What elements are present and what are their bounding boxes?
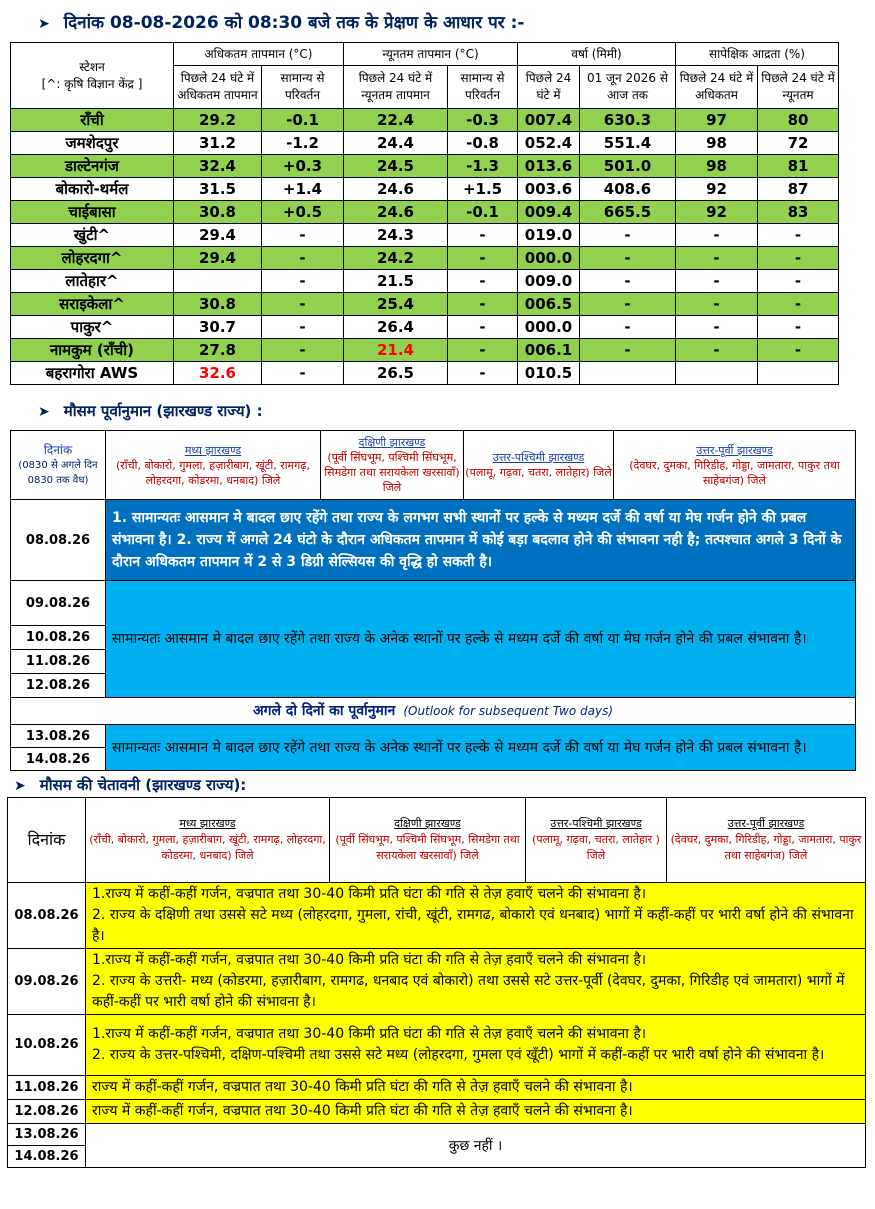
region-districts: (देवघर, दुमका, गिरिडीह, गोड्डा, जामतारा, पाकुर तथा साहेबगंज) जिले <box>629 458 840 487</box>
station-row <box>11 224 839 247</box>
rh-max-value: 98 <box>676 132 758 155</box>
rainfall-header: वर्षा (मिमी) <box>518 43 676 66</box>
station-header <box>11 43 174 109</box>
observation-heading <box>38 10 524 33</box>
warning-text: राज्य में कहीं-कहीं गर्जन, वज्रपात तथा 30-40 किमी प्रति घंटा की गति से तेज़ हवाएँ चलने की संभावना है। <box>86 1100 866 1124</box>
observation-table <box>10 42 839 385</box>
warning-heading-text: मौसम की चेतावनी (झारखण्ड राज्य): <box>39 776 247 794</box>
rh-min-value: - <box>758 293 839 316</box>
station-note: [^: कृषि विज्ञान केंद्र ] <box>41 76 143 91</box>
sub-header: पिछले 24 घंटे में न्यूनतम <box>758 66 839 109</box>
warning-line: 2. राज्य के दक्षिणी तथा उससे सटे मध्य (लोहरदगा, गुमला, रांची, खूंटी, रामगढ, बोकारो एवं धनबाद) भागों में कहीं-कहीं पर भारी वर्षा होने की संभावना है। <box>92 907 854 944</box>
region-north-west <box>464 431 614 500</box>
min-temp-departure: - <box>448 316 518 339</box>
no-warning-text: कुछ नहीं । <box>86 1124 866 1168</box>
station-row <box>11 316 839 339</box>
max-temp-value: 30.8 <box>174 293 262 316</box>
rh-max-value: - <box>676 293 758 316</box>
max-temp-value: 30.8 <box>174 201 262 224</box>
rain-season-value <box>580 362 676 385</box>
sub-header: पिछले 24 घंटे में <box>518 66 580 109</box>
max-temp-value: 32.4 <box>174 155 262 178</box>
rain-24h-value: 013.6 <box>518 155 580 178</box>
max-temp-value: 30.7 <box>174 316 262 339</box>
arrow-icon: ➤ <box>38 16 50 32</box>
station-row <box>11 178 839 201</box>
sub-header: पिछले 24 घंटे में अधिकतम तापमान <box>174 66 262 109</box>
humidity-header: सापेक्षिक आद्रता (%) <box>676 43 839 66</box>
rain-season-value: 501.0 <box>580 155 676 178</box>
min-temp-value: 26.4 <box>344 316 448 339</box>
rh-min-value: - <box>758 224 839 247</box>
max-temp-value: 27.8 <box>174 339 262 362</box>
region-districts: (पलामू, गढ़वा, चतरा, लातेहार) जिले <box>465 466 612 479</box>
warning-line: 1.राज्य में कहीं-कहीं गर्जन, वज्रपात तथा 30-40 किमी प्रति घंटा की गति से तेज़ हवाएँ चलने की संभावना है। <box>92 1026 647 1042</box>
max-temp-value: 29.4 <box>174 224 262 247</box>
rh-max-value: 92 <box>676 201 758 224</box>
region-name: उत्तर-पश्चिमी झारखण्ड <box>550 817 642 830</box>
rain-24h-value: 003.6 <box>518 178 580 201</box>
max-temp-departure: -0.1 <box>262 109 344 132</box>
rh-max-value: 92 <box>676 178 758 201</box>
station-name: राँची <box>11 109 174 132</box>
rh-min-value: - <box>758 270 839 293</box>
rain-season-value: - <box>580 293 676 316</box>
region-districts: (राँची, बोकारो, गुमला, हज़ारीबाग, खूंटी, रामगढ़, लोहरदगा, कोडरमा, धनबाद) जिले <box>115 458 310 487</box>
warning-text <box>86 1015 866 1076</box>
min-temp-departure: - <box>448 339 518 362</box>
rain-24h-value: 000.0 <box>518 247 580 270</box>
region-south <box>321 431 464 500</box>
warning-date: 14.08.26 <box>8 1146 86 1168</box>
warning-heading <box>14 775 246 795</box>
rh-min-value: 72 <box>758 132 839 155</box>
warning-table <box>7 797 866 1168</box>
station-name: बहरागोरा AWS <box>11 362 174 385</box>
min-temp-value: 24.2 <box>344 247 448 270</box>
max-temp-value <box>174 270 262 293</box>
rh-min-value: 81 <box>758 155 839 178</box>
station-name: बोकारो-थर्मल <box>11 178 174 201</box>
station-header-label: स्टेशन <box>79 59 105 74</box>
max-temp-value: 31.2 <box>174 132 262 155</box>
station-name: डाल्टेनगंज <box>11 155 174 178</box>
max-temp-departure: - <box>262 362 344 385</box>
rain-season-value: 551.4 <box>580 132 676 155</box>
min-temp-departure: -0.3 <box>448 109 518 132</box>
rain-season-value: - <box>580 270 676 293</box>
forecast-days2-5-text: सामान्यतः आसमान मे बादल छाए रहेंगे तथा राज्य के अनेक स्थानों पर हल्के से मध्यम दर्जे की वर्षा या मेघ गर्जन होने की प्रबल संभावना है। <box>106 581 856 698</box>
forecast-heading <box>38 401 263 421</box>
forecast-date: 08.08.26 <box>11 500 106 581</box>
min-temp-departure: -1.3 <box>448 155 518 178</box>
max-temp-departure: - <box>262 339 344 362</box>
rh-max-value <box>676 362 758 385</box>
min-temp-value: 26.5 <box>344 362 448 385</box>
forecast-table <box>10 430 856 771</box>
station-name: खुंटी^ <box>11 224 174 247</box>
min-temp-departure: - <box>448 247 518 270</box>
max-temp-value: 29.2 <box>174 109 262 132</box>
region-districts: (पलामू, गढ़वा, चतरा, लातेहार ) जिले <box>532 833 660 862</box>
station-row <box>11 155 839 178</box>
rh-min-value: 83 <box>758 201 839 224</box>
region-name: दक्षिणी झारखण्ड <box>358 436 426 449</box>
min-temp-value: 24.4 <box>344 132 448 155</box>
warning-region-north-east <box>667 798 866 883</box>
min-temp-value: 24.6 <box>344 178 448 201</box>
forecast-date: 12.08.26 <box>11 674 106 698</box>
station-row <box>11 201 839 224</box>
observation-heading-text: दिनांक 08-08-2026 को 08:30 बजे तक के प्रेक्षण के आधार पर :- <box>63 13 525 33</box>
station-row <box>11 339 839 362</box>
max-temp-departure: -1.2 <box>262 132 344 155</box>
sub-header: सामान्य से परिवर्तन <box>448 66 518 109</box>
arrow-icon: ➤ <box>14 778 26 794</box>
rh-max-value: 98 <box>676 155 758 178</box>
station-row <box>11 362 839 385</box>
rain-24h-value: 009.4 <box>518 201 580 224</box>
rh-max-value: 97 <box>676 109 758 132</box>
region-name: उत्तर-पश्चिमी झारखण्ड <box>492 451 585 464</box>
warning-text <box>86 883 866 949</box>
max-temp-departure: - <box>262 247 344 270</box>
max-temp-value: 31.5 <box>174 178 262 201</box>
region-name: उत्तर-पूर्वी झारखण्ड <box>696 443 773 457</box>
warning-date: 08.08.26 <box>8 883 86 949</box>
region-districts: (पूर्वी सिंघभूम, पश्चिमी सिंघभूम, सिमडेगा तथा सरायकेला खरसावाँ) जिले <box>324 451 460 494</box>
min-temp-departure: - <box>448 362 518 385</box>
station-row <box>11 109 839 132</box>
min-temp-value: 21.5 <box>344 270 448 293</box>
warning-date: 12.08.26 <box>8 1100 86 1124</box>
rain-24h-value: 000.0 <box>518 316 580 339</box>
rh-max-value: - <box>676 270 758 293</box>
region-districts: (देवघर, दुमका, गिरिडीह, गोड्डा, जामतारा, पाकुर तथा साहेबगंज) जिले <box>670 833 862 862</box>
arrow-icon: ➤ <box>38 404 50 420</box>
region-north-east <box>614 431 856 500</box>
region-districts: (राँची, बोकारो, गुमला, हज़ारीबाग, खूंटी, रामगढ़, लोहरदगा, कोडरमा, धनबाद) जिले <box>89 833 326 862</box>
outlook-title-en: (Outlook for subsequent Two days) <box>403 703 614 718</box>
outlook-title: अगले दो दिनों का पूर्वानुमान <box>252 702 396 719</box>
date-header-label: दिनांक <box>43 442 73 457</box>
rain-24h-value: 006.1 <box>518 339 580 362</box>
warning-date: 11.08.26 <box>8 1076 86 1100</box>
max-temp-departure: - <box>262 270 344 293</box>
rain-season-value: 665.5 <box>580 201 676 224</box>
rh-min-value <box>758 362 839 385</box>
min-temp-departure: -0.8 <box>448 132 518 155</box>
rain-24h-value: 007.4 <box>518 109 580 132</box>
max-temp-value: 29.4 <box>174 247 262 270</box>
warning-region-central <box>86 798 330 883</box>
rain-24h-value: 006.5 <box>518 293 580 316</box>
rain-24h-value: 019.0 <box>518 224 580 247</box>
station-name: लातेहार^ <box>11 270 174 293</box>
rh-min-value: 87 <box>758 178 839 201</box>
min-temp-header: न्यूनतम तापमान (°C) <box>344 43 518 66</box>
warning-region-north-west <box>526 798 667 883</box>
forecast-day1-text: 1. सामान्यतः आसमान मे बादल छाए रहेंगे तथा राज्य के लगभग सभी स्थानों पर हल्के से मध्यम दर्जे की वर्षा या मेघ गर्जन होने की प्रबल संभावना है। 2. राज्य में अगले 24 घंटो के दौरान अधिकतम तापमान में कोई बड़ा बदलाव होने की संभावना नही है; तत्पश्चात अगले 3 दिनों के दौरान अधिकतम तापमान में 2 से 3 डिग्री सेल्सियस की वृद्धि हो सकती है। <box>106 500 856 581</box>
warning-date: 10.08.26 <box>8 1015 86 1076</box>
forecast-heading-text: मौसम पूर्वानुमान (झारखण्ड राज्य) : <box>63 402 263 420</box>
station-row <box>11 247 839 270</box>
station-row <box>11 270 839 293</box>
station-name: जमशेदपुर <box>11 132 174 155</box>
max-temp-value: 32.6 <box>174 362 262 385</box>
station-name: चाईबासा <box>11 201 174 224</box>
region-name: मध्य झारखण्ड <box>179 817 236 830</box>
max-temp-departure: - <box>262 293 344 316</box>
forecast-date: 10.08.26 <box>11 626 106 650</box>
outlook-text: सामान्यतः आसमान मे बादल छाए रहेंगे तथा राज्य के अनेक स्थानों पर हल्के से मध्यम दर्जे की वर्षा या मेघ गर्जन होने की प्रबल संभावना है। <box>106 725 856 771</box>
rain-24h-value: 009.0 <box>518 270 580 293</box>
date-note: (0830 से अगले दिन <box>18 459 98 471</box>
forecast-date: 13.08.26 <box>11 725 106 748</box>
rh-max-value: - <box>676 316 758 339</box>
min-temp-value: 24.6 <box>344 201 448 224</box>
rain-season-value: - <box>580 316 676 339</box>
rh-max-value: - <box>676 224 758 247</box>
warning-date: 13.08.26 <box>8 1124 86 1146</box>
rain-season-value: 630.3 <box>580 109 676 132</box>
rain-24h-value: 052.4 <box>518 132 580 155</box>
warning-date: 09.08.26 <box>8 949 86 1015</box>
max-temp-departure: +1.4 <box>262 178 344 201</box>
rain-season-value: - <box>580 339 676 362</box>
forecast-date: 11.08.26 <box>11 650 106 674</box>
rain-24h-value: 010.5 <box>518 362 580 385</box>
station-row <box>11 132 839 155</box>
sub-header: 01 जून 2026 से आज तक <box>580 66 676 109</box>
warning-text: राज्य में कहीं-कहीं गर्जन, वज्रपात तथा 30-40 किमी प्रति घंटा की गति से तेज़ हवाएँ चलने की संभावना है। <box>86 1076 866 1100</box>
max-temp-departure: +0.5 <box>262 201 344 224</box>
station-name: पाकुर^ <box>11 316 174 339</box>
max-temp-header: अधिकतम तापमान (°C) <box>174 43 344 66</box>
max-temp-departure: +0.3 <box>262 155 344 178</box>
outlook-header <box>11 698 856 725</box>
min-temp-value: 21.4 <box>344 339 448 362</box>
warning-line: 1.राज्य में कहीं-कहीं गर्जन, वज्रपात तथा 30-40 किमी प्रति घंटा की गति से तेज़ हवाएँ चलने की संभावना है। <box>92 886 647 902</box>
rh-min-value: - <box>758 316 839 339</box>
station-name: लोहरदगा^ <box>11 247 174 270</box>
date-note: 0830 तक वैध) <box>27 474 89 486</box>
region-name: दक्षिणी झारखण्ड <box>394 817 461 830</box>
sub-header: पिछले 24 घंटे में अधिकतम <box>676 66 758 109</box>
min-temp-departure: - <box>448 293 518 316</box>
region-name: मध्य झारखण्ड <box>184 443 242 457</box>
region-central <box>106 431 321 500</box>
max-temp-departure: - <box>262 316 344 339</box>
min-temp-departure: +1.5 <box>448 178 518 201</box>
rain-season-value: 408.6 <box>580 178 676 201</box>
warning-text <box>86 949 866 1015</box>
min-temp-value: 24.5 <box>344 155 448 178</box>
forecast-date: 09.08.26 <box>11 581 106 626</box>
min-temp-departure: - <box>448 270 518 293</box>
warning-line: 1.राज्य में कहीं-कहीं गर्जन, वज्रपात तथा 30-40 किमी प्रति घंटा की गति से तेज़ हवाएँ चलने की संभावना है। <box>92 952 647 968</box>
region-districts: (पूर्वी सिंघभूम, पश्चिमी सिंघभूम, सिमडेगा तथा सरायकेला खरसावाँ) जिले <box>335 833 520 862</box>
min-temp-value: 22.4 <box>344 109 448 132</box>
min-temp-value: 24.3 <box>344 224 448 247</box>
min-temp-departure: - <box>448 224 518 247</box>
warning-line: 2. राज्य के उत्तरी- मध्य (कोडरमा, हज़ारीबाग, रामगढ, धनबाद एवं बोकारो) तथा उससे सटे उत्तर-पूर्वी (देवघर, दुमका, गिरिडीह एवं जामतारा) भागों में कहीं-कहीं पर भारी वर्षा होने की संभावना है। <box>92 973 845 1010</box>
rh-max-value: - <box>676 247 758 270</box>
sub-header: पिछले 24 घंटे में न्यूनतम तापमान <box>344 66 448 109</box>
station-name: सराइकेला^ <box>11 293 174 316</box>
warning-date-header: दिनांक <box>8 798 86 883</box>
region-name: उत्तर-पूर्वी झारखण्ड <box>727 817 805 830</box>
warning-region-south <box>330 798 526 883</box>
station-name: नामकुम (राँची) <box>11 339 174 362</box>
forecast-date: 14.08.26 <box>11 748 106 771</box>
rh-min-value: - <box>758 339 839 362</box>
rain-season-value: - <box>580 247 676 270</box>
station-row <box>11 293 839 316</box>
rain-season-value: - <box>580 224 676 247</box>
rh-max-value: - <box>676 339 758 362</box>
rh-min-value: 80 <box>758 109 839 132</box>
min-temp-value: 25.4 <box>344 293 448 316</box>
sub-header: सामान्य से परिवर्तन <box>262 66 344 109</box>
rh-min-value: - <box>758 247 839 270</box>
max-temp-departure: - <box>262 224 344 247</box>
warning-line: 2. राज्य के उत्तर-पश्चिमी, दक्षिण-पश्चिमी तथा उससे सटे मध्य (लोहरदगा, गुमला एवं खूँटी) भागों में कहीं-कहीं पर भारी वर्षा होने की संभावना है। <box>92 1047 825 1063</box>
min-temp-departure: -0.1 <box>448 201 518 224</box>
forecast-date-header <box>11 431 106 500</box>
